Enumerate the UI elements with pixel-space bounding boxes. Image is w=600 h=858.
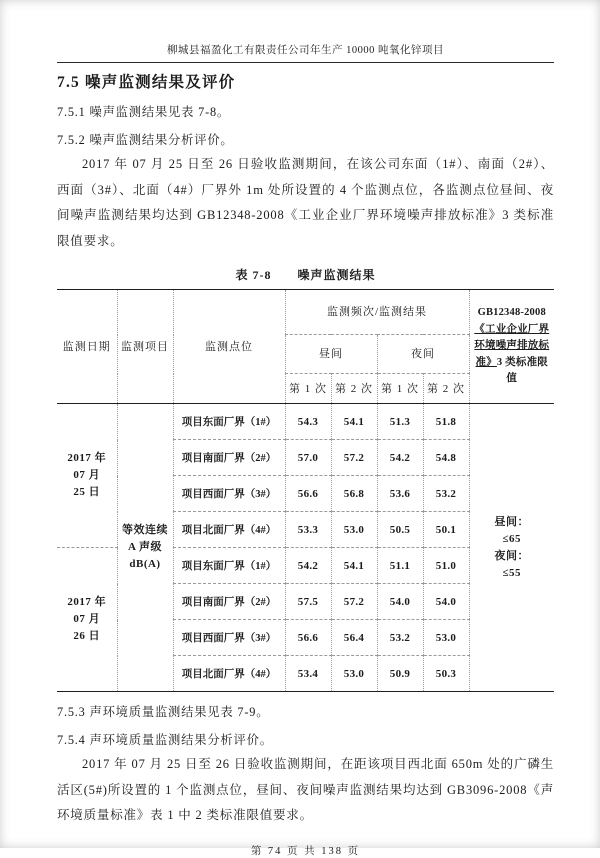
- point-cell: 项目南面厂界（2#）: [173, 440, 285, 476]
- value-cell: 53.6: [377, 476, 423, 512]
- date-line: 26 日: [73, 630, 101, 642]
- value-cell: 54.3: [285, 404, 331, 440]
- value-cell: 54.0: [377, 584, 423, 620]
- value-cell: 56.6: [285, 620, 331, 656]
- value-cell: 51.8: [423, 404, 469, 440]
- value-cell: 57.5: [285, 584, 331, 620]
- value-cell: 54.2: [285, 548, 331, 584]
- header-night-cell: 夜间: [377, 335, 469, 374]
- limit-line: 昼间：: [494, 515, 529, 528]
- value-cell: 50.9: [377, 656, 423, 692]
- item-cell: 等效连续 A 声级 dB(A): [117, 404, 173, 692]
- subsection-752: 7.5.2 噪声监测结果分析评价。: [57, 133, 234, 147]
- value-cell: 53.2: [377, 620, 423, 656]
- value-cell: 53.3: [285, 512, 331, 548]
- value-cell: 53.0: [423, 620, 469, 656]
- table-header-row: [57, 290, 554, 335]
- value-cell: 54.0: [423, 584, 469, 620]
- standard-class: 3 类标准限值: [496, 356, 548, 385]
- standard-code: GB12348-2008: [477, 307, 546, 319]
- header-day-first-cell: 第 1 次: [285, 374, 331, 404]
- value-cell: 54.1: [331, 404, 377, 440]
- limit-line: ≤55: [502, 566, 522, 579]
- value-cell: 50.1: [423, 512, 469, 548]
- value-cell: 54.8: [423, 440, 469, 476]
- value-cell: 56.6: [285, 476, 331, 512]
- date-line: 2017 年: [67, 596, 107, 608]
- noise-results-table: [57, 289, 554, 692]
- header-frequency-cell: 监测频次/监测结果: [285, 290, 469, 335]
- limit-line: ≤65: [502, 532, 522, 545]
- value-cell: 56.4: [331, 620, 377, 656]
- limit-cell: [469, 404, 554, 692]
- header-point-cell: 监测点位: [173, 290, 285, 404]
- point-cell: 项目西面厂界（3#）: [173, 620, 285, 656]
- point-cell: 项目北面厂界（4#）: [173, 512, 285, 548]
- header-night-first-cell: 第 1 次: [377, 374, 423, 404]
- header-night-second-cell: 第 2 次: [423, 374, 469, 404]
- value-cell: 57.0: [285, 440, 331, 476]
- point-cell: 项目东面厂界（1#）: [173, 548, 285, 584]
- value-cell: 51.3: [377, 404, 423, 440]
- page-number: 第 74 页 共 138 页: [250, 845, 361, 857]
- table-row: [57, 404, 554, 440]
- value-cell: 53.0: [331, 512, 377, 548]
- section-heading: 7.5 噪声监测结果及评价: [57, 74, 236, 91]
- date-line: 2017 年: [67, 452, 107, 464]
- header-day-cell: 昼间: [285, 335, 377, 374]
- header-date-cell: 监测日期: [57, 290, 117, 404]
- point-cell: 项目南面厂界（2#）: [173, 584, 285, 620]
- value-cell: 50.3: [423, 656, 469, 692]
- document-header: [57, 42, 554, 63]
- value-cell: 54.2: [377, 440, 423, 476]
- value-cell: 56.8: [331, 476, 377, 512]
- value-cell: 57.2: [331, 584, 377, 620]
- value-cell: 51.1: [377, 548, 423, 584]
- table-caption: 表 7-8 噪声监测结果: [235, 268, 376, 282]
- date-cell: [57, 548, 117, 692]
- value-cell: 53.2: [423, 476, 469, 512]
- value-cell: 51.0: [423, 548, 469, 584]
- date-line: 07 月: [73, 613, 101, 625]
- limit-line: 夜间：: [494, 549, 529, 562]
- date-line: 07 月: [73, 469, 101, 481]
- value-cell: 53.4: [285, 656, 331, 692]
- value-cell: 57.2: [331, 440, 377, 476]
- point-cell: 项目西面厂界（3#）: [173, 476, 285, 512]
- point-cell: 项目北面厂界（4#）: [173, 656, 285, 692]
- header-day-second-cell: 第 2 次: [331, 374, 377, 404]
- subsection-753: 7.5.3 声环境质量监测结果见表 7-9。: [57, 705, 270, 719]
- value-cell: 54.1: [331, 548, 377, 584]
- standard-title: 《工业企业厂界环境噪声排放标准》: [474, 323, 550, 368]
- date-cell: [57, 404, 117, 548]
- point-cell: 项目东面厂界（1#）: [173, 404, 285, 440]
- value-cell: 50.5: [377, 512, 423, 548]
- document-header-title: 柳城县福盈化工有限责任公司年生产 10000 吨氧化锌项目: [167, 45, 444, 56]
- value-cell: 53.0: [331, 656, 377, 692]
- subsection-751: 7.5.1 噪声监测结果见表 7-8。: [57, 105, 231, 119]
- paragraph-ambient-noise: 2017 年 07 月 25 日至 26 日验收监测期间，在距该项目西北面 650m 处的广磷生活区(5#)所设置的 1 个监测点位，昼间、夜间噪声监测结果均达到 GB3096-2008《声环境质量标准》表 1 中 2 类标准限值要求。: [57, 757, 554, 822]
- header-item-cell: 监测项目: [117, 290, 173, 404]
- paragraph-noise-analysis: 2017 年 07 月 25 日至 26 日验收监测期间，在该公司东面（1#）、南面（2#）、西面（3#）、北面（4#）厂界外 1m 处所设置的 4 个监测点位，各监测点位昼间、夜间噪声监测结果均达到 GB12348-2008《工业企业厂界环境噪声排放标准》3 类标准限值要求。: [57, 157, 554, 248]
- date-line: 25 日: [73, 486, 101, 498]
- subsection-754: 7.5.4 声环境质量监测结果分析评价。: [57, 733, 273, 747]
- header-standard-cell: [469, 290, 554, 404]
